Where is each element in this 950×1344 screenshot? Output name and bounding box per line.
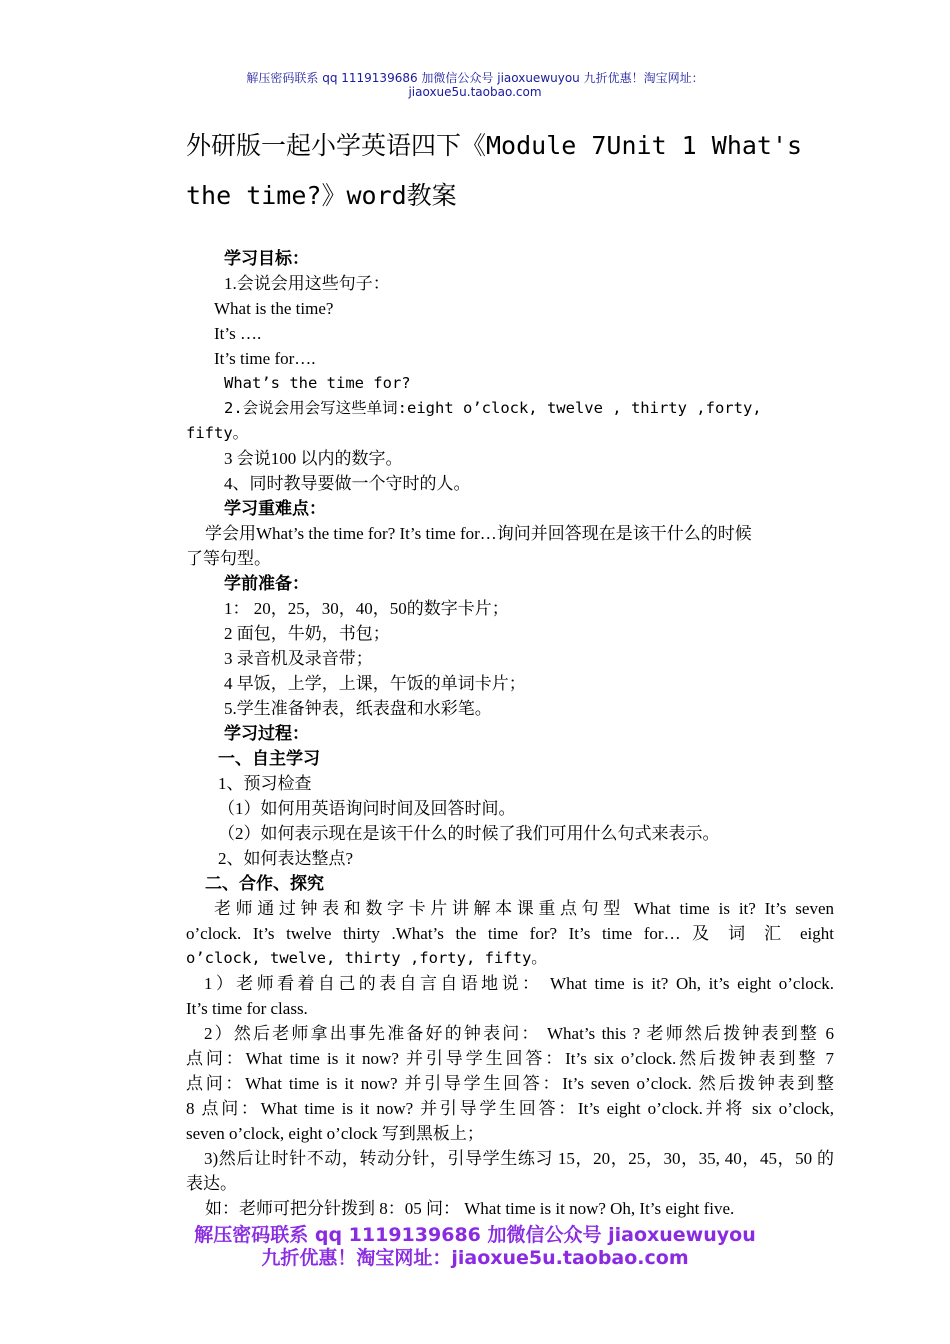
doc-title-line1: 外研版一起小学英语四下《Module 7Unit 1 What's: [186, 131, 803, 160]
example-line: 如：老师可把分针拨到 8：05 问： What time is it now? Oh, It’s eight five.: [205, 1199, 735, 1218]
step2-line4: 8 点问：What time is it now? 并引导学生回答：It’s eight o’clock.并将 six o’clock,: [186, 1099, 834, 1118]
objective-item-2: 2.会说会用会写这些单词:eight o’clock, twelve , thirty ,forty,: [224, 399, 762, 417]
step1-line1: 1）老师看着自己的表自言自语地说： What time is it? Oh, it’s eight o’clock.: [204, 974, 834, 993]
part1-q1a: （1）如何用英语询问时间及回答时间。: [218, 799, 516, 818]
preparation-item-2: 2 面包，牛奶，书包；: [224, 624, 390, 643]
step2-line2: 点问：What time is it now? 并引导学生回答：It’s six o’clock.然后拨钟表到整 7: [186, 1049, 834, 1068]
header-watermark-line2: jiaoxue5u.taobao.com: [408, 85, 542, 99]
step2-line5: seven o’clock, eight o’clock 写到黑板上；: [186, 1124, 484, 1143]
preparation-item-1: 1： 20，25，30，40，50的数字卡片；: [224, 599, 509, 618]
sentence-2: It’s ….: [214, 324, 262, 343]
step3-line2: 表达。: [186, 1174, 237, 1193]
sentence-3: It’s time for….: [214, 349, 316, 368]
objective-item-2-cont: fifty。: [186, 424, 249, 442]
sentence-1: What is the time?: [214, 299, 334, 318]
part1-q1b: （2）如何表示现在是该干什么的时候了我们可用什么句式来表示。: [218, 824, 720, 843]
difficulty-text: 学会用What’s the time for? It’s time for…询问并回答现在是该干什么的时候: [205, 524, 752, 543]
part2-heading: 二、合作、探究: [205, 874, 324, 893]
difficulty-text-cont: 了等句型。: [186, 549, 271, 568]
preparation-item-5: 5.学生准备钟表，纸表盘和水彩笔。: [224, 699, 492, 718]
step2-line1: 2）然后老师拿出事先准备好的钟表问： What’s this ? 老师然后拨钟表到整 6: [204, 1024, 834, 1043]
header-watermark-line1: 解压密码联系 qq 1119139686 加微信公众号 jiaoxuewuyou 九折优惠！淘宝网址：: [246, 71, 704, 85]
step2-line3: 点问：What time is it now? 并引导学生回答：It’s seven o’clock. 然后拨钟表到整: [186, 1074, 834, 1093]
objective-item-3: 3 会说100 以内的数字。: [224, 449, 403, 468]
part2-intro-line1: 老师通过钟表和数字卡片讲解本课重点句型 What time is it? It’s seven: [214, 899, 834, 918]
objective-item-4: 4、同时教导要做一个守时的人。: [224, 474, 471, 493]
part2-intro-line2: o’clock. It’s twelve thirty .What’s the time for? It’s time for… 及 词 汇 eight: [186, 924, 834, 943]
footer-watermark-line2: 九折优惠！淘宝网址：jiaoxue5u.taobao.com: [261, 1247, 689, 1269]
preparation-heading: 学前准备：: [224, 574, 309, 593]
objectives-heading: 学习目标：: [224, 249, 309, 268]
step1-line2: It’s time for class.: [186, 999, 308, 1018]
objective-item-1: 1.会说会用这些句子：: [224, 274, 390, 293]
footer-watermark-line1: 解压密码联系 qq 1119139686 加微信公众号 jiaoxuewuyou: [194, 1224, 756, 1246]
step3-line1: 3)然后让时针不动，转动分针，引导学生练习 15，20，25，30，35, 40，45，50 的: [204, 1149, 834, 1168]
part1-q1: 1、预习检查: [218, 774, 312, 793]
preparation-item-4: 4 早饭，上学，上课，午饭的单词卡片；: [224, 674, 526, 693]
part2-intro-line3: o’clock, twelve, thirty ,forty, fifty。: [186, 949, 547, 967]
difficulty-heading: 学习重难点：: [224, 499, 326, 518]
sentence-4: What’s the time for?: [224, 374, 411, 392]
process-heading: 学习过程：: [224, 724, 309, 743]
doc-title-line2: the time?》word教案: [186, 181, 457, 210]
part1-q2: 2、如何表达整点?: [218, 849, 354, 868]
preparation-item-3: 3 录音机及录音带；: [224, 649, 373, 668]
part1-heading: 一、自主学习: [218, 749, 320, 768]
